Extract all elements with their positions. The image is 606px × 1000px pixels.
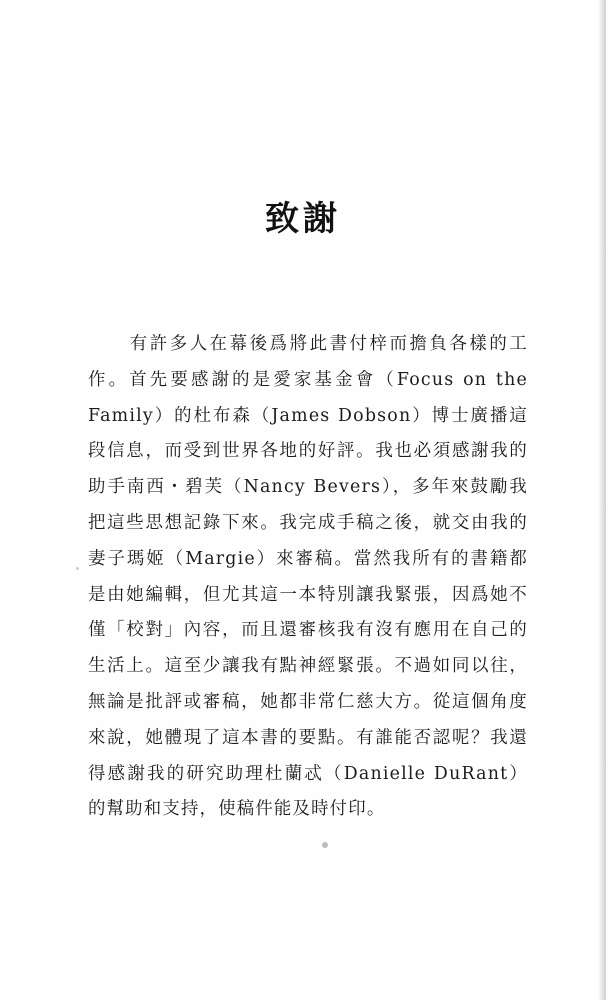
acknowledgement-paragraph: 有許多人在幕後爲將此書付梓而擔負各樣的工作。首先要感謝的是愛家基金會（Focus on the Family）的杜布森（James Dobson）博士廣播這段信息，而受到世界各地的好評。我也必須感謝我的助手南西・碧芙（Nancy Bevers），多年來鼓勵我把這些思想記錄下來。我完成手稿之後，就交由我的妻子瑪姬（Margie）來審稿。當然我所有的書籍都是由她編輯，但尤其這一本特別讓我緊張，因爲她不僅「校對」內容，而且還審核我有沒有應用在自己的生活上。這至少讓我有點神經緊張。不過如同以往，無論是批評或審稿，她都非常仁慈大方。從這個角度來說，她體現了這本書的要點。有誰能否認呢？我還得感謝我的研究助理杜蘭忒（Danielle DuRant）的幫助和支持，使稿件能及時付印。 (88, 334, 528, 820)
page-edge-shadow (598, 0, 606, 1000)
page-title: 致謝 (265, 199, 341, 239)
scan-speck (76, 567, 79, 570)
scan-speck (322, 842, 328, 848)
